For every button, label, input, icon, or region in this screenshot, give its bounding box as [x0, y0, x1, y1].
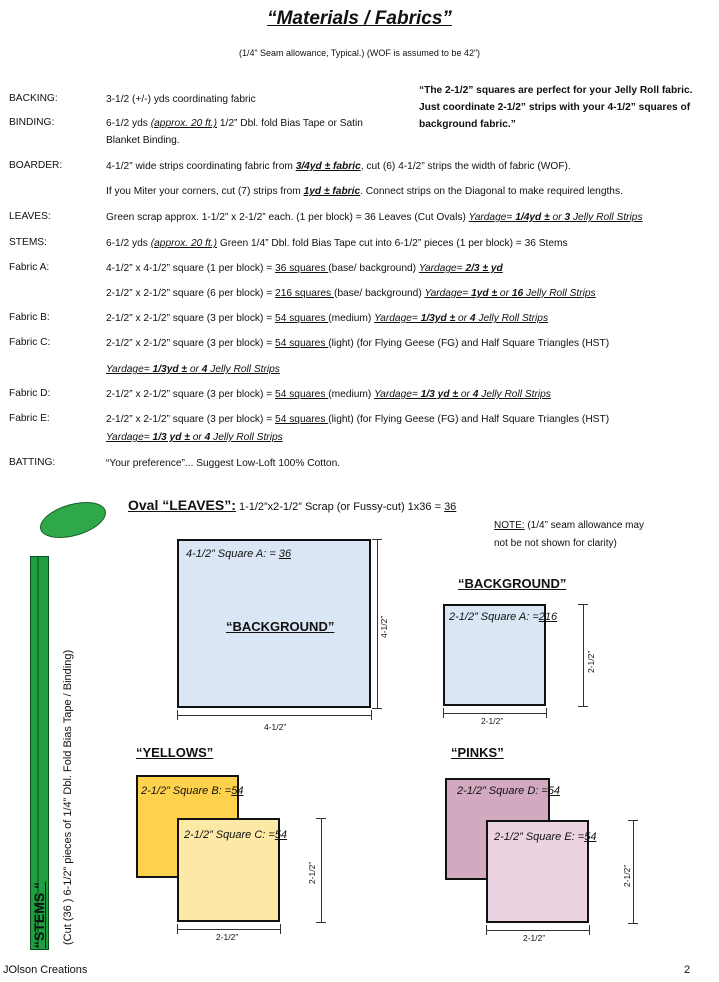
square-c-count: 54 [274, 829, 288, 841]
big-square-width-dim: 4-1/2” [264, 722, 287, 732]
binding-text [106, 117, 363, 130]
leaves-strips-count: 3 [564, 212, 571, 223]
fabric-a-line2 [106, 287, 596, 300]
small-square-a-height-tick-top [578, 604, 588, 605]
leaves-t1: Green scrap approx. 1-1/2” x 2-1/2” each. (1 per block) = 36 Leaves (Cut Ovals) [106, 212, 469, 223]
small-square-a-width-dim: 2-1/2” [481, 716, 504, 726]
stems-heading: “STEMS “ [31, 881, 47, 948]
fabric-c-yard [106, 364, 280, 375]
square-e-text: 2-1/2” Square E: = [494, 831, 585, 843]
fabric-d-strips: Jelly Roll Strips [478, 389, 551, 400]
fabric-a-l2-yard-label: Yardage= [424, 288, 472, 299]
fabric-b-text [106, 312, 548, 325]
fabric-e-strips-count: 4 [204, 432, 211, 443]
batting-label: BATTING: [9, 457, 56, 468]
fabric-c-yard-amount: 1/3yd ± [152, 364, 188, 375]
note-line2: not be not shown for clarity) [494, 538, 617, 549]
fabric-b-strips-count: 4 [469, 313, 476, 324]
fabric-b-strips: Jelly Roll Strips [475, 313, 549, 324]
square-e-width-tick-right [589, 925, 590, 935]
square-d-count: 54 [547, 785, 561, 797]
square-c-width-dim: 2-1/2” [216, 932, 239, 942]
big-square-background-label: “BACKGROUND” [226, 619, 335, 634]
fabric-a-l2-count: 216 squares [275, 288, 334, 299]
fabric-b-count: 54 squares [275, 313, 329, 324]
boarder-line2 [106, 185, 623, 198]
stems-approx: (approx. 20 ft.) [150, 238, 217, 249]
fabric-c-t2: (light) (for Flying Geese (FG) and Half Square Triangles (HST) [328, 338, 610, 349]
small-square-a-width-tick-right [546, 708, 547, 718]
binding-t1: 6-1/2 yds [106, 118, 151, 129]
boarder-miter-yardage: 1yd ± fabric [303, 186, 361, 197]
backing-text: 3-1/2 (+/-) yds coordinating fabric [106, 94, 256, 105]
square-c-height-tick-top [316, 818, 326, 819]
fabric-c-t1: 2-1/2” x 2-1/2” square (3 per block) = [106, 338, 276, 349]
binding-label: BINDING: [9, 117, 55, 128]
small-square-a-height-line [583, 604, 584, 706]
stems-text [106, 237, 568, 250]
square-d-text: 2-1/2” Square D: = [457, 785, 548, 797]
small-square-a-height-dim: 2-1/2” [586, 650, 596, 673]
leaves-text [106, 211, 643, 224]
jelly-roll-callout: “The 2-1/2” squares are perfect for your Jelly Roll fabric. Just coordinate 2-1/2” strips with your 4-1/2” squares of background fabric.” [419, 85, 693, 130]
fabric-b-yard-label: Yardage= [374, 313, 421, 324]
fabric-a-yard [419, 263, 503, 274]
fabric-a-l2b: (base/ background) [333, 288, 425, 299]
fabric-c-line2 [106, 363, 280, 376]
square-b-label [141, 785, 243, 797]
fabric-d-yard-label: Yardage= [374, 389, 421, 400]
square-e-width-dim: 2-1/2” [523, 933, 546, 943]
stems-t2: Green 1/4” Dbl. fold Bias Tape cut into 6-1/2” pieces (1 per block) = 36 Stems [217, 238, 568, 249]
big-square-a-label [186, 548, 291, 560]
page-number: 2 [684, 964, 691, 976]
fabric-a-yard-amount: 2/3 ± yd [465, 263, 503, 274]
boarder-label: BOARDER: [9, 160, 63, 171]
fabric-e-yard-amount: 1/3 yd ± [152, 432, 190, 443]
small-square-a-width-line [443, 713, 546, 714]
note-label: NOTE: [494, 520, 525, 531]
stems-t1: 6-1/2 yds [106, 238, 151, 249]
leaves-or: or [549, 212, 565, 223]
big-square-width-tick-right [371, 710, 372, 720]
page-subtitle: (1/4” Seam allowance, Typical.) (WOF is assumed to be 42”) [239, 48, 480, 58]
fabric-b-label: Fabric B: [9, 312, 50, 323]
leaves-heading-count: 36 [444, 501, 457, 513]
square-d-label [457, 785, 560, 797]
boarder-text [106, 160, 571, 173]
fabric-e-t1: 2-1/2” x 2-1/2” square (3 per block) = [106, 414, 276, 425]
fabric-c-label: Fabric C: [9, 337, 51, 348]
square-e-label [494, 831, 596, 843]
fabric-b-t2: (medium) [328, 313, 375, 324]
small-square-a-label [449, 611, 557, 623]
fabric-b-or: or [455, 313, 470, 324]
backing-label: BACKING: [9, 93, 58, 104]
fabric-c-text [106, 337, 609, 350]
square-c-width-tick-right [280, 924, 281, 934]
square-c-width-line [177, 929, 280, 930]
fabric-d-label: Fabric D: [9, 388, 51, 399]
fabric-a-l2-yard-amount: 1yd ± [471, 288, 498, 299]
fabric-a-line1 [106, 262, 503, 275]
leaves-label: LEAVES: [9, 211, 51, 222]
square-e-width-tick-left [486, 925, 487, 935]
yellows-heading: “YELLOWS” [136, 745, 214, 760]
square-c-height-dim: 2-1/2” [307, 861, 317, 884]
boarder-l2b: . Connect strips on the Diagonal to make required lengths. [360, 186, 623, 197]
leaf-oval-shape [36, 495, 110, 545]
fabric-a-yard-label: Yardage= [418, 263, 466, 274]
binding-approx: (approx. 20 ft.) [150, 118, 217, 129]
leaves-heading-text: 1-1/2”x2-1/2” Scrap (or Fussy-cut) 1x36 = [235, 501, 445, 513]
leaves-yard-label: Yardage= [468, 212, 516, 223]
square-b-text: 2-1/2” Square B: = [141, 785, 232, 797]
square-c-height-tick-bottom [316, 922, 326, 923]
fabric-e-or: or [189, 432, 205, 443]
stems-description: (Cut (36 ) 6-1/2” pieces of 1/4” Dbl. Fold Bias Tape / Binding) [62, 649, 74, 945]
big-square-height-tick-top [372, 539, 382, 540]
fabric-c-or: or [187, 364, 202, 375]
fabric-d-yard-amount: 1/3 yd ± [420, 389, 458, 400]
small-square-a-count: 216 [538, 611, 558, 623]
big-square-width-line [177, 715, 371, 716]
square-c-text: 2-1/2” Square C: = [184, 829, 275, 841]
leaves-heading: Oval “LEAVES”: [128, 497, 236, 513]
boarder-l2a: If you Miter your corners, cut (7) strips from [106, 186, 304, 197]
batting-text: “Your preference”... Suggest Low-Loft 100% Cotton. [106, 458, 341, 469]
square-c-label [184, 829, 287, 841]
leaves-yard-amount: 1/4yd ± [515, 212, 550, 223]
square-e-height-tick-bottom [628, 923, 638, 924]
big-square-height-tick-bottom [372, 708, 382, 709]
note-text: (1/4” seam allowance may [524, 520, 645, 531]
pinks-heading: “PINKS” [451, 745, 504, 760]
fabric-a-label: Fabric A: [9, 262, 50, 273]
binding-line2: Blanket Binding. [106, 135, 180, 146]
fabric-c-strips-count: 4 [201, 364, 208, 375]
boarder-t2: , cut (6) 4-1/2” strips the width of fabric (WOF). [360, 161, 571, 172]
fabric-d-yard [374, 389, 551, 400]
background-heading: “BACKGROUND” [458, 576, 567, 591]
small-square-a-width-tick-left [443, 708, 444, 718]
fabric-b-yard-amount: 1/3yd ± [420, 313, 456, 324]
fabric-a-l2-strips: Jelly Roll Strips [523, 288, 596, 299]
square-e-height-dim: 2-1/2” [622, 864, 632, 887]
fabric-d-strips-count: 4 [472, 389, 479, 400]
stems-label: STEMS: [9, 237, 47, 248]
fabric-b-t1: 2-1/2” x 2-1/2” square (3 per block) = [106, 313, 276, 324]
small-square-a-height-tick-bottom [578, 706, 588, 707]
fabric-d-count: 54 squares [275, 389, 329, 400]
fabric-d-t1: 2-1/2” x 2-1/2” square (3 per block) = [106, 389, 276, 400]
page-title: “Materials / Fabrics” [267, 8, 452, 29]
fabric-a-l2a: 2-1/2” x 2-1/2” square (6 per block) = [106, 288, 276, 299]
footer-brand: JOlson Creations [3, 964, 88, 976]
big-square-a-count: 36 [278, 548, 292, 560]
fabric-a-l2-yard [425, 288, 596, 299]
fabric-d-or: or [458, 389, 473, 400]
leaves-heading-line [128, 497, 456, 515]
leaves-yard [469, 212, 643, 223]
fabric-e-text [106, 413, 609, 426]
fabric-e-strips: Jelly Roll Strips [210, 432, 283, 443]
square-c-width-tick-left [177, 924, 178, 934]
fabric-e-count: 54 squares [275, 414, 329, 425]
fabric-d-t2: (medium) [328, 389, 375, 400]
big-square-a-text: 4-1/2” Square A: = [186, 548, 279, 560]
square-c-height-line [321, 818, 322, 922]
boarder-t1: 4-1/2” wide strips coordinating fabric from [106, 161, 296, 172]
fabric-c-count: 54 squares [275, 338, 329, 349]
boarder-yardage: 3/4yd ± fabric [295, 161, 361, 172]
fabric-a-l2-strips-count: 16 [511, 288, 524, 299]
fabric-d-text [106, 388, 551, 401]
fabric-a-t1: 4-1/2” x 4-1/2” square (1 per block) = [106, 263, 276, 274]
square-e-count: 54 [584, 831, 597, 843]
note-line1 [494, 520, 644, 531]
fabric-e-line2 [106, 431, 283, 444]
leaves-strips: Jelly Roll Strips [570, 212, 643, 223]
square-b-count: 54 [231, 785, 244, 797]
fabric-a-l2-or: or [497, 288, 512, 299]
fabric-c-yard-label: Yardage= [106, 364, 153, 375]
fabric-a-t2: (base/ background) [328, 263, 419, 274]
small-square-a-text: 2-1/2” Square A: = [449, 611, 539, 623]
fabric-b-yard [374, 313, 548, 324]
big-square-width-tick-left [177, 710, 178, 720]
fabric-e-yard-label: Yardage= [106, 432, 153, 443]
square-e-height-line [633, 820, 634, 923]
fabric-e-label: Fabric E: [9, 413, 50, 424]
big-square-height-dim: 4-1/2” [379, 615, 389, 638]
fabric-c-strips: Jelly Roll Strips [207, 364, 280, 375]
fabric-e-t2: (light) (for Flying Geese (FG) and Half Square Triangles (HST) [328, 414, 610, 425]
square-e-height-tick-top [628, 820, 638, 821]
binding-t2: 1/2” Dbl. fold Bias Tape or Satin [217, 118, 363, 129]
fabric-a-count: 36 squares [275, 263, 329, 274]
fabric-e-yard [106, 432, 283, 443]
big-square-height-line [377, 539, 378, 708]
square-e-width-line [486, 930, 589, 931]
